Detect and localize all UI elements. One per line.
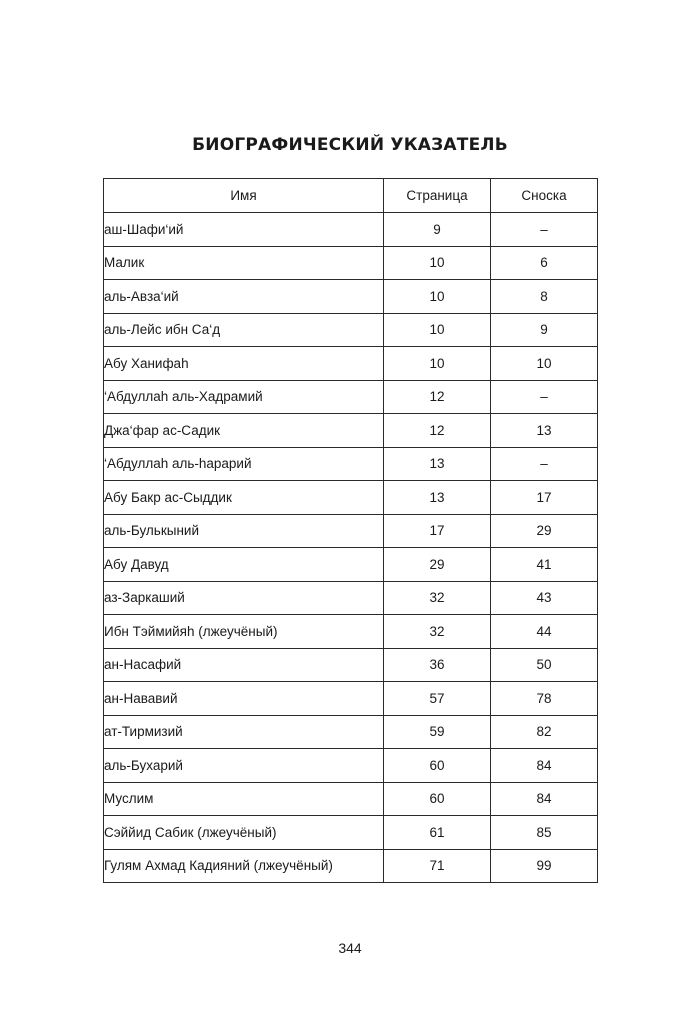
page-ref: 9	[384, 213, 491, 247]
person-name: Малик	[104, 246, 384, 280]
page-ref: 60	[384, 749, 491, 783]
table-row	[104, 280, 598, 314]
table-row	[104, 481, 598, 515]
page-title: БИОГРАФИЧЕСКИЙ УКАЗАТЕЛЬ	[192, 135, 508, 156]
footnote-ref: 78	[491, 682, 598, 716]
header-footnote: Сноска	[491, 179, 598, 213]
page-ref: 17	[384, 514, 491, 548]
person-name: ан-Насафий	[104, 648, 384, 682]
page-ref: 29	[384, 548, 491, 582]
table-row	[104, 816, 598, 850]
footnote-ref: –	[491, 447, 598, 481]
person-name: аль-Авза‘ий	[104, 280, 384, 314]
footnote-ref: –	[491, 380, 598, 414]
person-name: ан-Нававий	[104, 682, 384, 716]
page-ref: 32	[384, 581, 491, 615]
footnote-ref: 44	[491, 615, 598, 649]
table-row	[104, 682, 598, 716]
person-name: аль-Булькыний	[104, 514, 384, 548]
footnote-ref: 84	[491, 782, 598, 816]
table-row	[104, 514, 598, 548]
person-name: ат-Тирмизий	[104, 715, 384, 749]
footnote-ref: 29	[491, 514, 598, 548]
footnote-ref: 82	[491, 715, 598, 749]
page-number: 344	[338, 940, 362, 956]
table-row	[104, 749, 598, 783]
table-row	[104, 447, 598, 481]
person-name: Джа‘фар ас-Садик	[104, 414, 384, 448]
page-ref: 10	[384, 246, 491, 280]
page-ref: 13	[384, 447, 491, 481]
header-name: Имя	[104, 179, 384, 213]
footnote-ref: 10	[491, 347, 598, 381]
person-name: Абу Ханифаh	[104, 347, 384, 381]
page-ref: 10	[384, 347, 491, 381]
person-name: ‘Абдуллаh аль-hарарий	[104, 447, 384, 481]
table-row	[104, 380, 598, 414]
person-name: Муслим	[104, 782, 384, 816]
page-ref: 10	[384, 280, 491, 314]
table-row	[104, 213, 598, 247]
table-row	[104, 347, 598, 381]
table-row	[104, 581, 598, 615]
page-ref: 57	[384, 682, 491, 716]
person-name: аш-Шафи‘ий	[104, 213, 384, 247]
person-name: Абу Давуд	[104, 548, 384, 582]
footnote-ref: –	[491, 213, 598, 247]
page-ref: 59	[384, 715, 491, 749]
table-row	[104, 715, 598, 749]
footnote-ref: 9	[491, 313, 598, 347]
person-name: аль-Лейс ибн Са‘д	[104, 313, 384, 347]
table-row	[104, 246, 598, 280]
person-name: аз-Заркаший	[104, 581, 384, 615]
person-name: ‘Абдуллаh аль-Хадрамий	[104, 380, 384, 414]
footnote-ref: 99	[491, 849, 598, 883]
footnote-ref: 43	[491, 581, 598, 615]
footnote-ref: 6	[491, 246, 598, 280]
person-name: Ибн Тэймийяh (лжеучёный)	[104, 615, 384, 649]
table-row	[104, 615, 598, 649]
person-name: Гулям Ахмад Кадияний (лжеучёный)	[104, 849, 384, 883]
footnote-ref: 84	[491, 749, 598, 783]
footnote-ref: 8	[491, 280, 598, 314]
footnote-ref: 50	[491, 648, 598, 682]
footnote-ref: 13	[491, 414, 598, 448]
table-header-row	[104, 179, 598, 213]
header-page: Страница	[384, 179, 491, 213]
person-name: аль-Бухарий	[104, 749, 384, 783]
table-row	[104, 548, 598, 582]
table-body	[104, 213, 598, 883]
table-row	[104, 849, 598, 883]
page-ref: 13	[384, 481, 491, 515]
page-ref: 12	[384, 380, 491, 414]
footnote-ref: 41	[491, 548, 598, 582]
page-ref: 32	[384, 615, 491, 649]
page-ref: 71	[384, 849, 491, 883]
footnote-ref: 85	[491, 816, 598, 850]
footnote-ref: 17	[491, 481, 598, 515]
page-ref: 12	[384, 414, 491, 448]
person-name: Абу Бакр ас-Сыддик	[104, 481, 384, 515]
biographical-index-table	[103, 178, 598, 883]
table-row	[104, 414, 598, 448]
table-row	[104, 648, 598, 682]
page-ref: 10	[384, 313, 491, 347]
person-name: Сэййид Сабик (лжеучёный)	[104, 816, 384, 850]
table-row	[104, 782, 598, 816]
page-ref: 61	[384, 816, 491, 850]
page-ref: 36	[384, 648, 491, 682]
table-row	[104, 313, 598, 347]
page-ref: 60	[384, 782, 491, 816]
